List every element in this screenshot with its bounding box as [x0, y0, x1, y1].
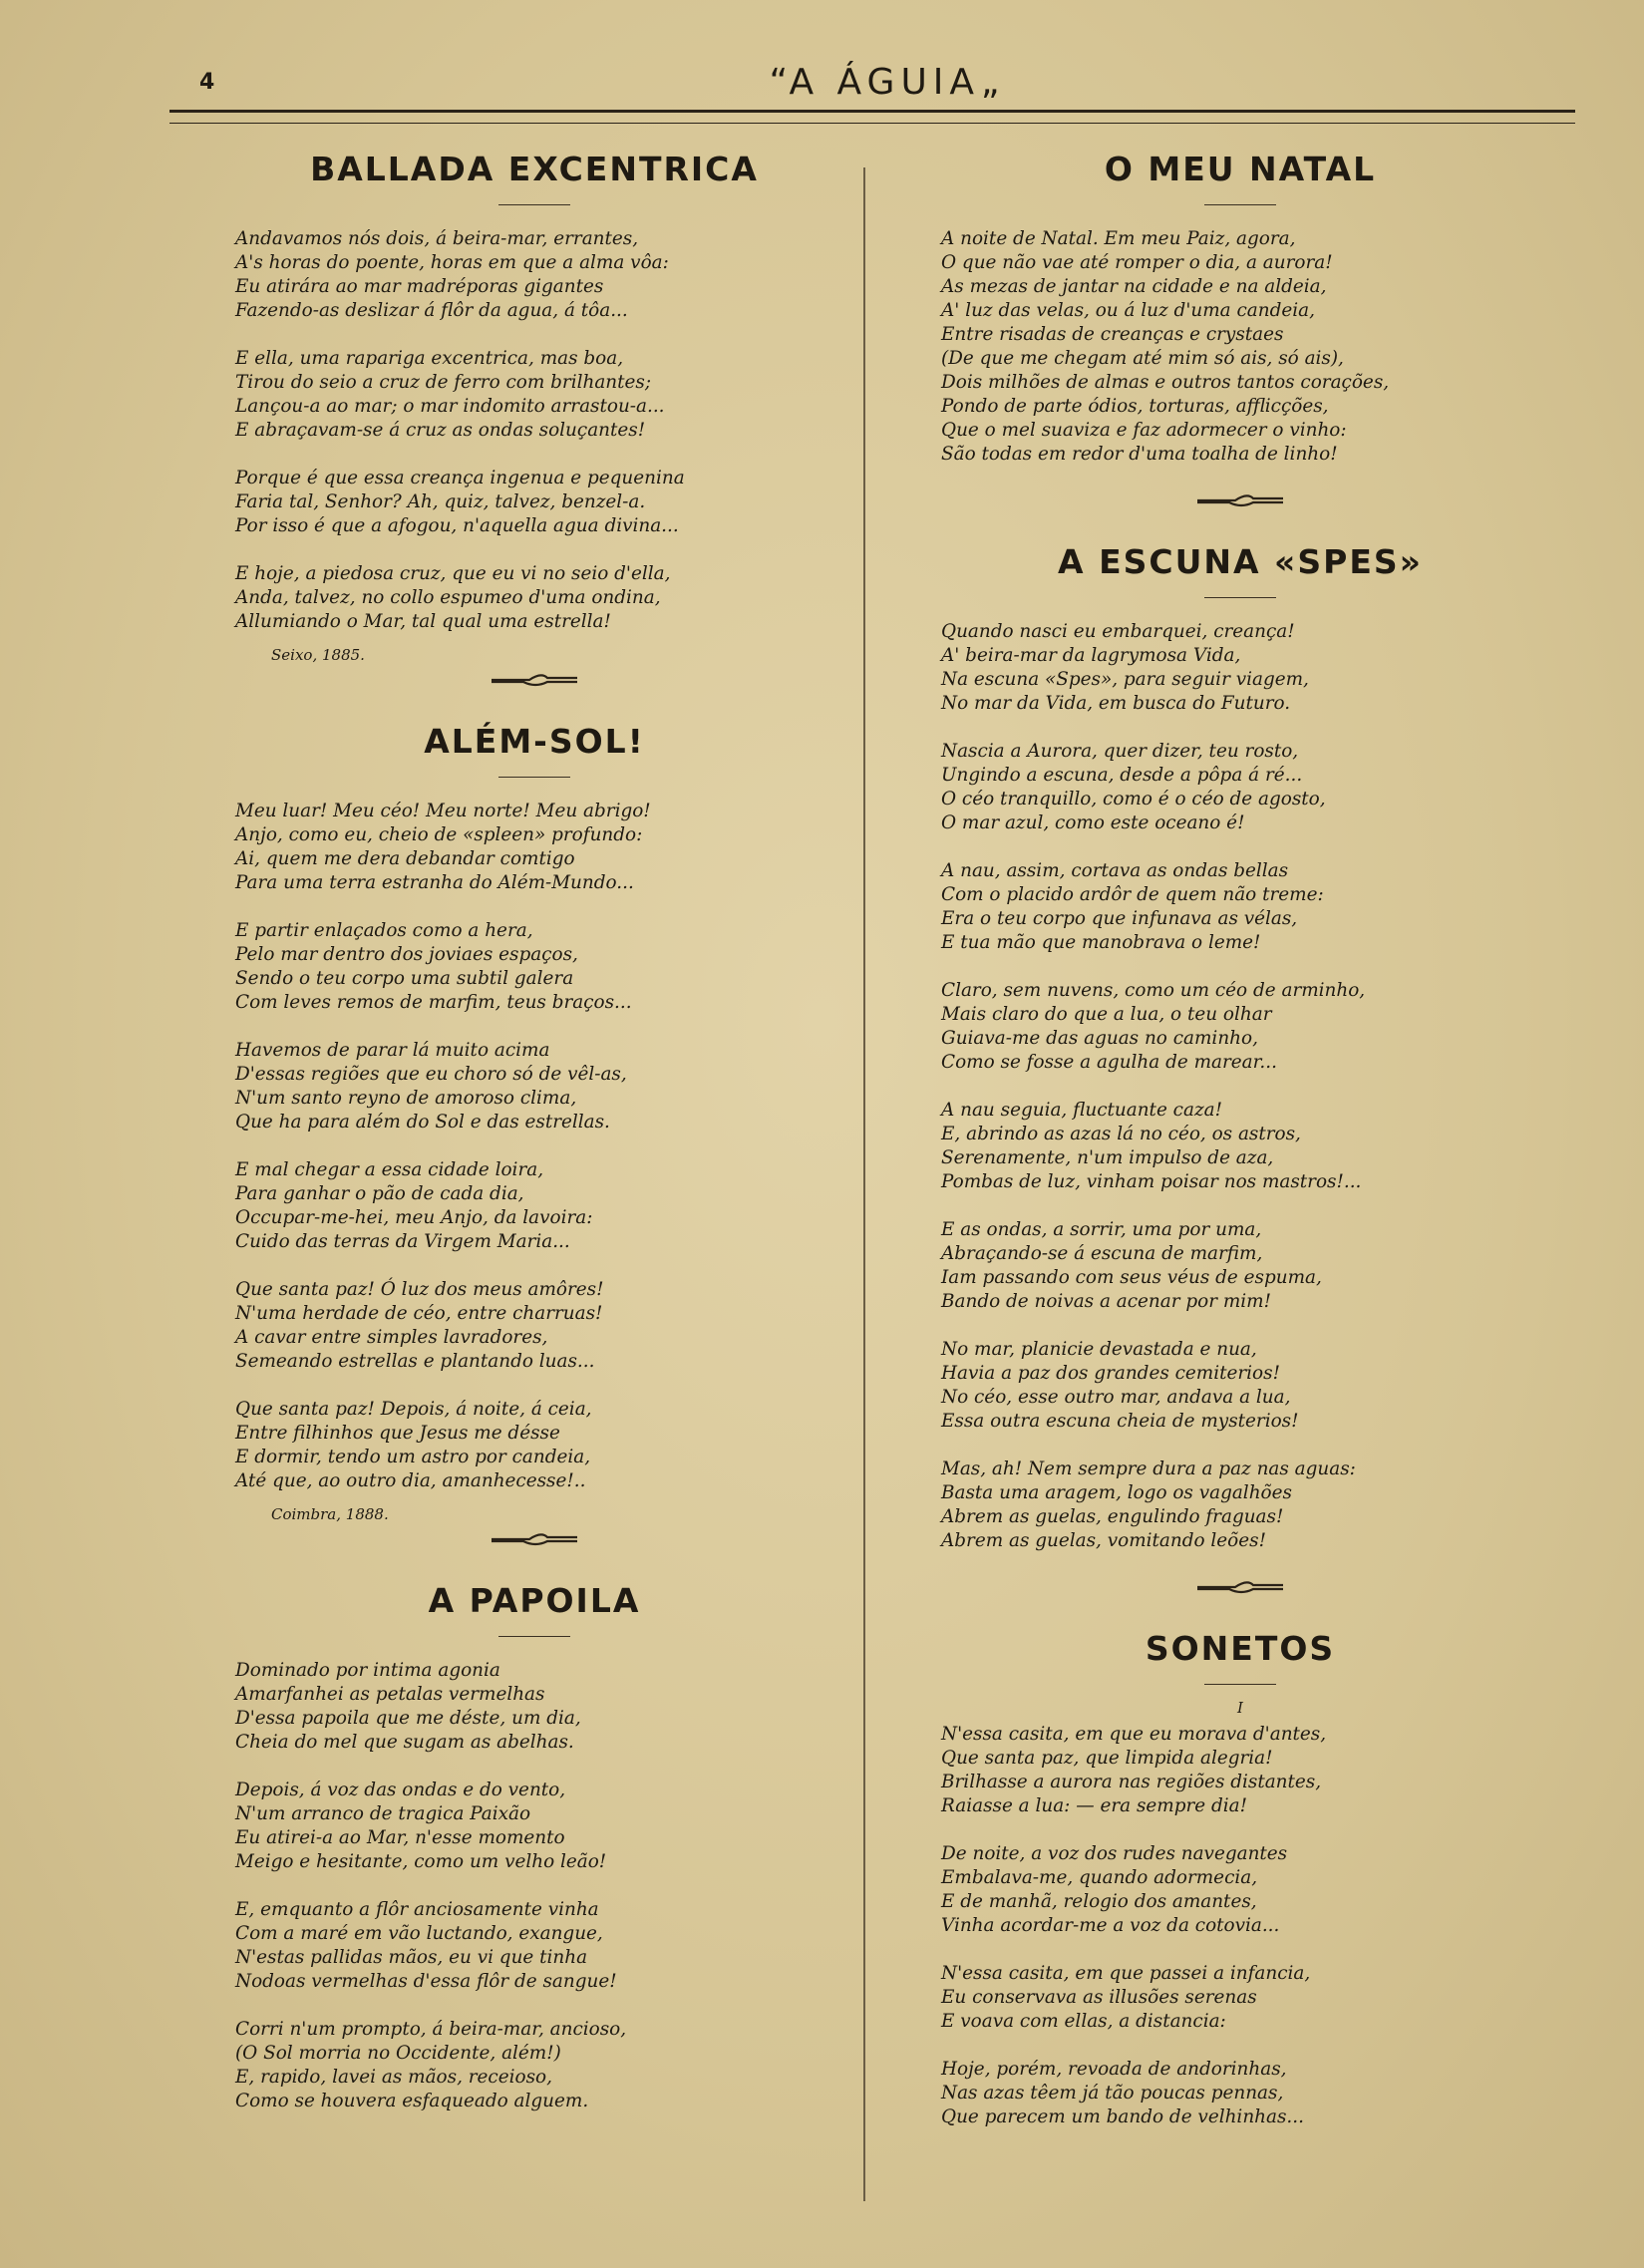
verse-line: Dois milhões de almas e outros tantos corações,: [941, 372, 1390, 393]
verse-line: Por isso é que a afogou, n'aquella agua divina...: [235, 515, 679, 536]
verse-line: Ungindo a escuna, desde a pôpa á ré...: [941, 765, 1303, 786]
poem: [235, 1581, 833, 2113]
verse-line: Pelo mar dentro dos joviaes espaços,: [235, 944, 578, 965]
stanza: [235, 800, 833, 895]
stanza: [941, 227, 1539, 467]
verse-line: Anda, talvez, no collo espumeo d'uma ondina,: [235, 587, 661, 608]
verse-line: Eu atirei-a ao Mar, n'esse momento: [235, 1827, 565, 1848]
verse-line: D'essas regiões que eu choro só de vêl-as,: [235, 1064, 627, 1085]
stanza: [235, 562, 833, 634]
title-rule: [1204, 1684, 1276, 1685]
poem-title: A ESCUNA «SPES»: [1058, 542, 1423, 581]
verse-line: Abraçando-se á escuna de marfim,: [941, 1243, 1263, 1264]
poem: [235, 722, 833, 1523]
verse-line: No mar, planicie devastada e nua,: [941, 1339, 1257, 1360]
verse-line: Faria tal, Senhor? Ah, quiz, talvez, benzel-a.: [235, 491, 646, 512]
stanza: [941, 1338, 1539, 1434]
poem: [235, 150, 833, 664]
verse-line: Meigo e hesitante, como um velho leão!: [235, 1851, 607, 1872]
verse-line: O que não vae até romper o dia, a aurora!: [941, 252, 1333, 273]
verse-line: (De que me chegam até mim só ais, só ais),: [941, 348, 1344, 369]
stanza: [235, 227, 833, 323]
sonnet-number: I: [1237, 1699, 1243, 1717]
verse-line: Vinha acordar-me a voz da cotovia...: [941, 1915, 1280, 1936]
verse-line: Como se houvera esfaqueado alguem.: [235, 2091, 589, 2111]
verse-line: Depois, á voz das ondas e do vento,: [235, 1780, 566, 1800]
title-rule: [498, 204, 570, 205]
ornament-divider: [235, 670, 833, 694]
stanza: [941, 1842, 1539, 1938]
page-header: [199, 62, 1575, 112]
title-rule: [1204, 597, 1276, 598]
title-rule: [498, 1636, 570, 1637]
verse-line: E, abrindo as azas lá no céo, os astros,: [941, 1124, 1301, 1144]
verse-line: N'uma herdade de céo, entre charruas!: [235, 1303, 603, 1324]
stanza: [235, 1398, 833, 1493]
header-rule: [169, 110, 1575, 124]
stanza: [941, 979, 1539, 1075]
stanza: [235, 467, 833, 538]
verse-line: Fazendo-as deslizar á flôr da agua, á tôa...: [235, 300, 628, 321]
verse-line: Para uma terra estranha do Além-Mundo...: [235, 872, 634, 893]
column-divider: [863, 167, 865, 2201]
verse-line: N'estas pallidas mãos, eu vi que tinha: [235, 1947, 588, 1968]
verse-line: As mezas de jantar na cidade e na aldeia,: [941, 276, 1327, 297]
verse-line: Porque é que essa creança ingenua e pequenina: [235, 468, 685, 488]
stanza: [941, 859, 1539, 955]
verse-line: Para ganhar o pão de cada dia,: [235, 1183, 524, 1204]
verse-line: Que santa paz! Ó luz dos meus amôres!: [235, 1279, 604, 1300]
verse-line: Que santa paz, que limpida alegria!: [941, 1748, 1273, 1769]
verse-line: Lançou-a ao mar; o mar indomito arrastou-a...: [235, 396, 665, 417]
stanza: [235, 2018, 833, 2113]
poem-title: SONETOS: [1145, 1629, 1336, 1668]
verse-line: Cheia do mel que sugam as abelhas.: [235, 1732, 574, 1753]
verse-line: Com leves remos de marfim, teus braços...: [235, 992, 632, 1013]
verse-line: E de manhã, relogio dos amantes,: [941, 1891, 1257, 1912]
stanza: [235, 1158, 833, 1254]
verse-line: Embalava-me, quando adormecia,: [941, 1867, 1258, 1888]
verse-line: Bando de noivas a acenar por mim!: [941, 1291, 1271, 1312]
verse-line: Meu luar! Meu céo! Meu norte! Meu abrigo!: [235, 801, 651, 821]
verse-line: Serenamente, n'um impulso de aza,: [941, 1147, 1274, 1168]
verse-line: (O Sol morria no Occidente, além!): [235, 2043, 561, 2064]
ornament-divider: [941, 1577, 1539, 1601]
verse-line: Andavamos nós dois, á beira-mar, errantes,: [235, 228, 639, 249]
verse-line: Brilhasse a aurora nas regiões distantes,: [941, 1772, 1322, 1792]
verse-line: E voava com ellas, a distancia:: [941, 2011, 1226, 2032]
verse-line: Corri n'um prompto, á beira-mar, ancioso,: [235, 2019, 627, 2040]
poem-title: A PAPOILA: [428, 1581, 641, 1620]
poem-title: ALÉM-SOL!: [424, 722, 645, 761]
verse-line: Ai, quem me dera debandar comtigo: [235, 848, 575, 869]
stanza: [941, 1962, 1539, 2034]
verse-line: A cavar entre simples lavradores,: [235, 1327, 548, 1348]
verse-line: Eu atirára ao mar madréporas gigantes: [235, 276, 604, 297]
verse-line: A nau, assim, cortava as ondas bellas: [941, 860, 1289, 881]
verse-line: Raiasse a lua: — era sempre dia!: [941, 1795, 1248, 1816]
verse-line: Nodoas vermelhas d'essa flôr de sangue!: [235, 1971, 617, 1992]
verse-line: Entre filhinhos que Jesus me désse: [235, 1423, 560, 1444]
stanza: [941, 740, 1539, 835]
poem-signature: Seixo, 1885.: [271, 646, 365, 664]
verse-line: São todas em redor d'uma toalha de linho!: [941, 444, 1338, 465]
stanza: [941, 1218, 1539, 1314]
stanza: [235, 1659, 833, 1755]
page-number: 4: [199, 70, 215, 95]
verse-line: A's horas do poente, horas em que a alma vôa:: [235, 252, 669, 273]
verse-line: Que o mel suaviza e faz adormecer o vinho:: [941, 420, 1347, 441]
poem-title: O MEU NATAL: [1104, 150, 1377, 188]
poem-title: BALLADA EXCENTRICA: [310, 150, 759, 188]
poem: [941, 150, 1539, 467]
verse-line: Abrem as guelas, vomitando leões!: [941, 1530, 1266, 1551]
verse-line: Pondo de parte ódios, torturas, afflicções,: [941, 396, 1329, 417]
verse-line: Claro, sem nuvens, como um céo de arminho,: [941, 980, 1366, 1001]
verse-line: Iam passando com seus véus de espuma,: [941, 1267, 1322, 1288]
stanza: [235, 1278, 833, 1374]
verse-line: A' luz das velas, ou á luz d'uma candeia,: [941, 300, 1315, 321]
stanza: [235, 1779, 833, 1874]
stanza: [941, 1723, 1539, 1818]
stanza: [941, 1099, 1539, 1194]
verse-line: Anjo, como eu, cheio de «spleen» profundo:: [235, 824, 643, 845]
verse-line: Que santa paz! Depois, á noite, á ceia,: [235, 1399, 592, 1420]
poem: [941, 542, 1539, 1553]
verse-line: A noite de Natal. Em meu Paiz, agora,: [941, 228, 1296, 249]
verse-line: E tua mão que manobrava o leme!: [941, 932, 1261, 953]
stanza: [235, 347, 833, 443]
title-rule: [1204, 204, 1276, 205]
stanza: [235, 919, 833, 1015]
verse-line: Basta uma aragem, logo os vagalhões: [941, 1482, 1292, 1503]
verse-line: N'essa casita, em que eu morava d'antes,: [941, 1724, 1327, 1745]
verse-line: E hoje, a piedosa cruz, que eu vi no seio d'ella,: [235, 563, 671, 584]
verse-line: E, rapido, lavei as mãos, receioso,: [235, 2067, 552, 2088]
verse-line: E mal chegar a essa cidade loira,: [235, 1159, 544, 1180]
right-column: [941, 150, 1539, 2153]
verse-line: Que parecem um bando de velhinhas...: [941, 2106, 1304, 2127]
verse-line: Nas azas têem já tão poucas pennas,: [941, 2083, 1284, 2104]
poem: [941, 1629, 1539, 2129]
verse-line: O céo tranquillo, como é o céo de agosto,: [941, 789, 1326, 810]
verse-line: E abraçavam-se á cruz as ondas soluçantes!: [235, 420, 646, 441]
verse-line: E partir enlaçados como a hera,: [235, 920, 533, 941]
verse-line: Mas, ah! Nem sempre dura a paz nas aguas:: [941, 1458, 1356, 1479]
verse-line: N'um santo reyno de amoroso clima,: [235, 1088, 577, 1109]
verse-line: Hoje, porém, revoada de andorinhas,: [941, 2059, 1287, 2080]
verse-line: Guiava-me das aguas no caminho,: [941, 1028, 1258, 1049]
verse-line: Até que, ao outro dia, amanhecesse!..: [235, 1470, 586, 1491]
verse-line: Semeando estrellas e plantando luas...: [235, 1351, 595, 1372]
poem-signature: Coimbra, 1888.: [271, 1505, 389, 1523]
ornament-divider: [941, 490, 1539, 514]
verse-line: E, emquanto a flôr anciosamente vinha: [235, 1899, 599, 1920]
verse-line: Era o teu corpo que infunava as vélas,: [941, 908, 1298, 929]
verse-line: Havia a paz dos grandes cemiterios!: [941, 1363, 1280, 1384]
verse-line: Cuido das terras da Virgem Maria...: [235, 1231, 570, 1252]
verse-line: Eu conservava as illusões serenas: [941, 1987, 1257, 2008]
verse-line: Na escuna «Spes», para seguir viagem,: [941, 669, 1309, 690]
verse-line: De noite, a voz dos rudes navegantes: [941, 1843, 1288, 1864]
verse-line: Essa outra escuna cheia de mysterios!: [941, 1411, 1299, 1432]
verse-line: E ella, uma rapariga excentrica, mas boa,: [235, 348, 624, 369]
verse-line: Allumiando o Mar, tal qual uma estrella!: [235, 611, 611, 632]
stanza: [235, 1039, 833, 1134]
verse-line: N'um arranco de tragica Paixão: [235, 1803, 531, 1824]
verse-line: Como se fosse a agulha de marear...: [941, 1052, 1277, 1073]
verse-line: Tirou do seio a cruz de ferro com brilhantes;: [235, 372, 652, 393]
left-column: [235, 150, 833, 2137]
verse-line: D'essa papoila que me déste, um dia,: [235, 1708, 581, 1729]
verse-line: Entre risadas de creanças e crystaes: [941, 324, 1284, 345]
verse-line: Que ha para além do Sol e das estrellas.: [235, 1112, 610, 1133]
verse-line: A nau seguia, fluctuante caza!: [941, 1100, 1222, 1121]
verse-line: Abrem as guelas, engulindo fraguas!: [941, 1506, 1284, 1527]
masthead-title: “A ÁGUIA„: [769, 62, 1006, 103]
ornament-divider: [235, 1529, 833, 1553]
verse-line: Pombas de luz, vinham poisar nos mastros!...: [941, 1171, 1362, 1192]
verse-line: Occupar-me-hei, meu Anjo, da lavoira:: [235, 1207, 593, 1228]
stanza: [235, 1898, 833, 1994]
title-rule: [498, 777, 570, 778]
verse-line: E dormir, tendo um astro por candeia,: [235, 1447, 591, 1467]
stanza: [941, 1458, 1539, 1553]
verse-line: A' beira-mar da lagrymosa Vida,: [941, 645, 1241, 666]
verse-line: No mar da Vida, em busca do Futuro.: [941, 693, 1291, 714]
stanza: [941, 2058, 1539, 2129]
verse-line: No céo, esse outro mar, andava a lua,: [941, 1387, 1291, 1408]
verse-line: Quando nasci eu embarquei, creança!: [941, 621, 1295, 642]
verse-line: Com o placido ardôr de quem não treme:: [941, 884, 1324, 905]
verse-line: E as ondas, a sorrir, uma por uma,: [941, 1219, 1262, 1240]
verse-line: O mar azul, como este oceano é!: [941, 812, 1245, 833]
verse-line: Dominado por intima agonia: [235, 1660, 500, 1681]
verse-line: N'essa casita, em que passei a infancia,: [941, 1963, 1311, 1984]
verse-line: Mais claro do que a lua, o teu olhar: [941, 1004, 1272, 1025]
verse-line: Amarfanhei as petalas vermelhas: [235, 1684, 545, 1705]
verse-line: Nascia a Aurora, quer dizer, teu rosto,: [941, 741, 1299, 762]
verse-line: Sendo o teu corpo uma subtil galera: [235, 968, 574, 989]
verse-line: Com a maré em vão luctando, exangue,: [235, 1923, 603, 1944]
verse-line: Havemos de parar lá muito acima: [235, 1040, 550, 1061]
stanza: [941, 620, 1539, 716]
